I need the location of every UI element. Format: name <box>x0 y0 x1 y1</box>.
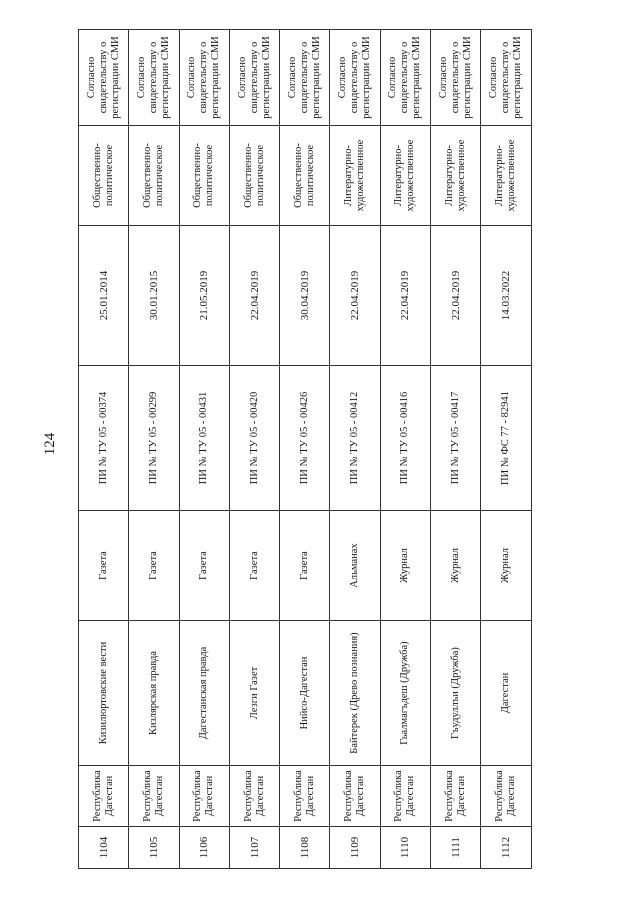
row-number: 1105 <box>129 827 179 869</box>
media-name-cell: Гьалмагъдеш (Дружба) <box>380 621 430 766</box>
row-number: 1104 <box>79 827 129 869</box>
row-number: 1110 <box>380 827 430 869</box>
region-cell: Республика Дагестан <box>280 766 330 827</box>
region-cell: Республика Дагестан <box>380 766 430 827</box>
registration-date-cell: 22.04.2019 <box>330 226 380 366</box>
topic-cell: Общественно-политическое <box>79 126 129 226</box>
topic-cell: Литературно-художественное <box>330 126 380 226</box>
table-row <box>179 30 229 869</box>
media-name-cell: Кизлярская правда <box>129 621 179 766</box>
basis-cell: Согласно свидетельству о регистрации СМИ <box>330 30 380 126</box>
region-cell: Республика Дагестан <box>330 766 380 827</box>
table-row <box>380 30 430 869</box>
table-row <box>79 30 129 869</box>
basis-cell: Согласно свидетельству о регистрации СМИ <box>79 30 129 126</box>
media-name-cell: Дагестан <box>481 621 531 766</box>
registration-date-cell: 22.04.2019 <box>380 226 430 366</box>
region-cell: Республика Дагестан <box>179 766 229 827</box>
registration-number-cell: ПИ № ФС 77 - 82941 <box>481 366 531 511</box>
distribution-form-cell: Газета <box>280 511 330 621</box>
basis-cell: Согласно свидетельству о регистрации СМИ <box>179 30 229 126</box>
media-name-cell: Нийсо-Дагестан <box>280 621 330 766</box>
registration-date-cell: 22.04.2019 <box>229 226 279 366</box>
registration-number-cell: ПИ № ТУ 05 - 00299 <box>129 366 179 511</box>
registration-number-cell: ПИ № ТУ 05 - 00420 <box>229 366 279 511</box>
topic-cell: Литературно-художественное <box>481 126 531 226</box>
topic-cell: Литературно-художественное <box>431 126 481 226</box>
region-cell: Республика Дагестан <box>229 766 279 827</box>
distribution-form-cell: Журнал <box>380 511 430 621</box>
registration-date-cell: 25.01.2014 <box>79 226 129 366</box>
topic-cell: Литературно-художественное <box>380 126 430 226</box>
registration-number-cell: ПИ № ТУ 05 - 00374 <box>79 366 129 511</box>
page-number: 124 <box>42 432 58 456</box>
registration-number-cell: ПИ № ТУ 05 - 00416 <box>380 366 430 511</box>
region-cell: Республика Дагестан <box>79 766 129 827</box>
basis-cell: Согласно свидетельству о регистрации СМИ <box>229 30 279 126</box>
row-number: 1111 <box>431 827 481 869</box>
table-row <box>129 30 179 869</box>
media-name-cell: Дагестанская правда <box>179 621 229 766</box>
row-number: 1107 <box>229 827 279 869</box>
table-body <box>79 30 532 869</box>
registration-date-cell: 30.01.2015 <box>129 226 179 366</box>
registration-date-cell: 30.04.2019 <box>280 226 330 366</box>
row-number: 1108 <box>280 827 330 869</box>
registration-date-cell: 21.05.2019 <box>179 226 229 366</box>
row-number: 1106 <box>179 827 229 869</box>
table-row <box>229 30 279 869</box>
registration-number-cell: ПИ № ТУ 05 - 00431 <box>179 366 229 511</box>
registration-number-cell: ПИ № ТУ 05 - 00417 <box>431 366 481 511</box>
media-registry-table <box>78 29 532 869</box>
region-cell: Республика Дагестан <box>431 766 481 827</box>
distribution-form-cell: Газета <box>229 511 279 621</box>
registration-date-cell: 22.04.2019 <box>431 226 481 366</box>
table-row <box>280 30 330 869</box>
region-cell: Республика Дагестан <box>129 766 179 827</box>
registration-date-cell: 14.03.2022 <box>481 226 531 366</box>
media-name-cell: Лезги Газет <box>229 621 279 766</box>
table-row <box>431 30 481 869</box>
region-cell: Республика Дагестан <box>481 766 531 827</box>
registry-table-wrapper <box>78 30 531 869</box>
distribution-form-cell: Газета <box>129 511 179 621</box>
basis-cell: Согласно свидетельству о регистрации СМИ <box>431 30 481 126</box>
topic-cell: Общественно-политическое <box>229 126 279 226</box>
media-name-cell: Байтерек (Древо познания) <box>330 621 380 766</box>
registration-number-cell: ПИ № ТУ 05 - 00426 <box>280 366 330 511</box>
basis-cell: Согласно свидетельству о регистрации СМИ <box>280 30 330 126</box>
distribution-form-cell: Альманах <box>330 511 380 621</box>
row-number: 1112 <box>481 827 531 869</box>
topic-cell: Общественно-политическое <box>179 126 229 226</box>
distribution-form-cell: Журнал <box>431 511 481 621</box>
table-row <box>481 30 531 869</box>
distribution-form-cell: Газета <box>79 511 129 621</box>
distribution-form-cell: Газета <box>179 511 229 621</box>
media-name-cell: Кизилюртовские вести <box>79 621 129 766</box>
media-name-cell: Гъудуллъи (Дружба) <box>431 621 481 766</box>
registration-number-cell: ПИ № ТУ 05 - 00412 <box>330 366 380 511</box>
topic-cell: Общественно-политическое <box>280 126 330 226</box>
distribution-form-cell: Журнал <box>481 511 531 621</box>
basis-cell: Согласно свидетельству о регистрации СМИ <box>380 30 430 126</box>
topic-cell: Общественно-политическое <box>129 126 179 226</box>
row-number: 1109 <box>330 827 380 869</box>
basis-cell: Согласно свидетельству о регистрации СМИ <box>129 30 179 126</box>
basis-cell: Согласно свидетельству о регистрации СМИ <box>481 30 531 126</box>
table-row <box>330 30 380 869</box>
